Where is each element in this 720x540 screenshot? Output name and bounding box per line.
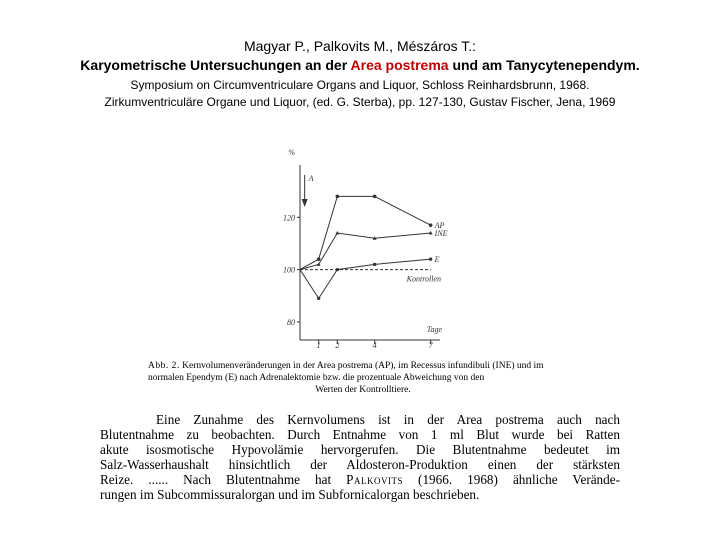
- symposium-line-1: Symposium on Circumventriculare Organs and Liquor, Schloss Reinhardsbrunn, 1968.: [130, 78, 590, 92]
- arrow-head-icon: [302, 199, 308, 207]
- chart-labels: [283, 148, 448, 350]
- paper-title: [0, 57, 720, 73]
- data-point: [336, 195, 340, 199]
- body-text: [100, 412, 620, 502]
- symposium-line-2: Zirkumventriculäre Organe und Liquor, (ed. G. Sterba), pp. 127-130, Gustav Fischer, Jena, 1969: [104, 95, 616, 109]
- body-line-1: Eine Zunahme des Kernvolumens ist in der Area postrema auch nach: [156, 412, 620, 427]
- chart-axes: [297, 165, 440, 344]
- line-chart: [140, 135, 580, 350]
- data-point: [373, 195, 377, 199]
- y-tick-label: 80: [287, 317, 295, 327]
- figure: [140, 135, 580, 350]
- series-label: INE: [434, 229, 448, 238]
- body-line-2: Blutentnahme zu beobachten. Durch Entnahme von 1 ml Blut wurde bei Ratten: [100, 427, 620, 442]
- data-point: [429, 258, 432, 261]
- y-tick-label: 120: [283, 213, 295, 223]
- body-line-5: [100, 472, 620, 487]
- chart-series: [300, 195, 433, 300]
- authors: Magyar P., Palkovits M., Mészáros T.:: [243, 38, 477, 54]
- title-part-1: Karyometrische Untersuchungen an der: [80, 57, 351, 73]
- body-line-3: akute isosmotische Hypovolämie hervorgerufen. Die Blutentnahme bedeutet im: [100, 442, 620, 457]
- caption-text: Kernvolumenveränderungen in der Area postrema (AP), im Recessus infundibuli (INE) und im normalen Ependym (E) nach Adrenalektomie bzw. die prozentuale Abweichung von den: [148, 361, 544, 383]
- x-tick-label: 7: [428, 341, 433, 350]
- data-point: [373, 263, 376, 266]
- body-line-4: Salz-Wasserhaushalt hinsichtlich der Aldosteron-Produktion einen der stärksten: [100, 457, 620, 472]
- title-highlight: Area postrema: [350, 57, 449, 73]
- data-point: [317, 297, 320, 300]
- x-tick-label: 1: [316, 341, 321, 350]
- x-tick-label: 4: [372, 341, 377, 350]
- series-label: E: [434, 255, 440, 265]
- x-tick-label: 2: [335, 341, 340, 350]
- caption-lead: Abb. 2.: [148, 361, 180, 371]
- body-line-5-a: Reize. ...... Nach Blutentnahme hat: [100, 472, 347, 487]
- cited-author: Palkovits: [346, 472, 404, 487]
- data-point: [317, 257, 321, 261]
- body-line-5-b: (1966. 1968) ähnliche Verände-: [403, 472, 620, 487]
- series-label: AP: [434, 221, 445, 231]
- caption-last-line: Werten der Kontrolltiere.: [315, 385, 411, 395]
- y-tick-label: 100: [283, 265, 295, 275]
- y-axis-unit-label: %: [288, 148, 295, 157]
- title-part-2: und am Tanycytenependym.: [448, 57, 640, 73]
- x-axis-unit-label: Tage: [426, 325, 443, 334]
- figure-caption: [148, 360, 578, 396]
- body-line-6: rungen im Subcommissuralorgan und im Subfornicalorgan beschrieben.: [100, 487, 480, 502]
- arrow-label: A: [308, 174, 314, 183]
- data-point: [429, 223, 433, 227]
- series-label: Kontrollen: [406, 274, 442, 284]
